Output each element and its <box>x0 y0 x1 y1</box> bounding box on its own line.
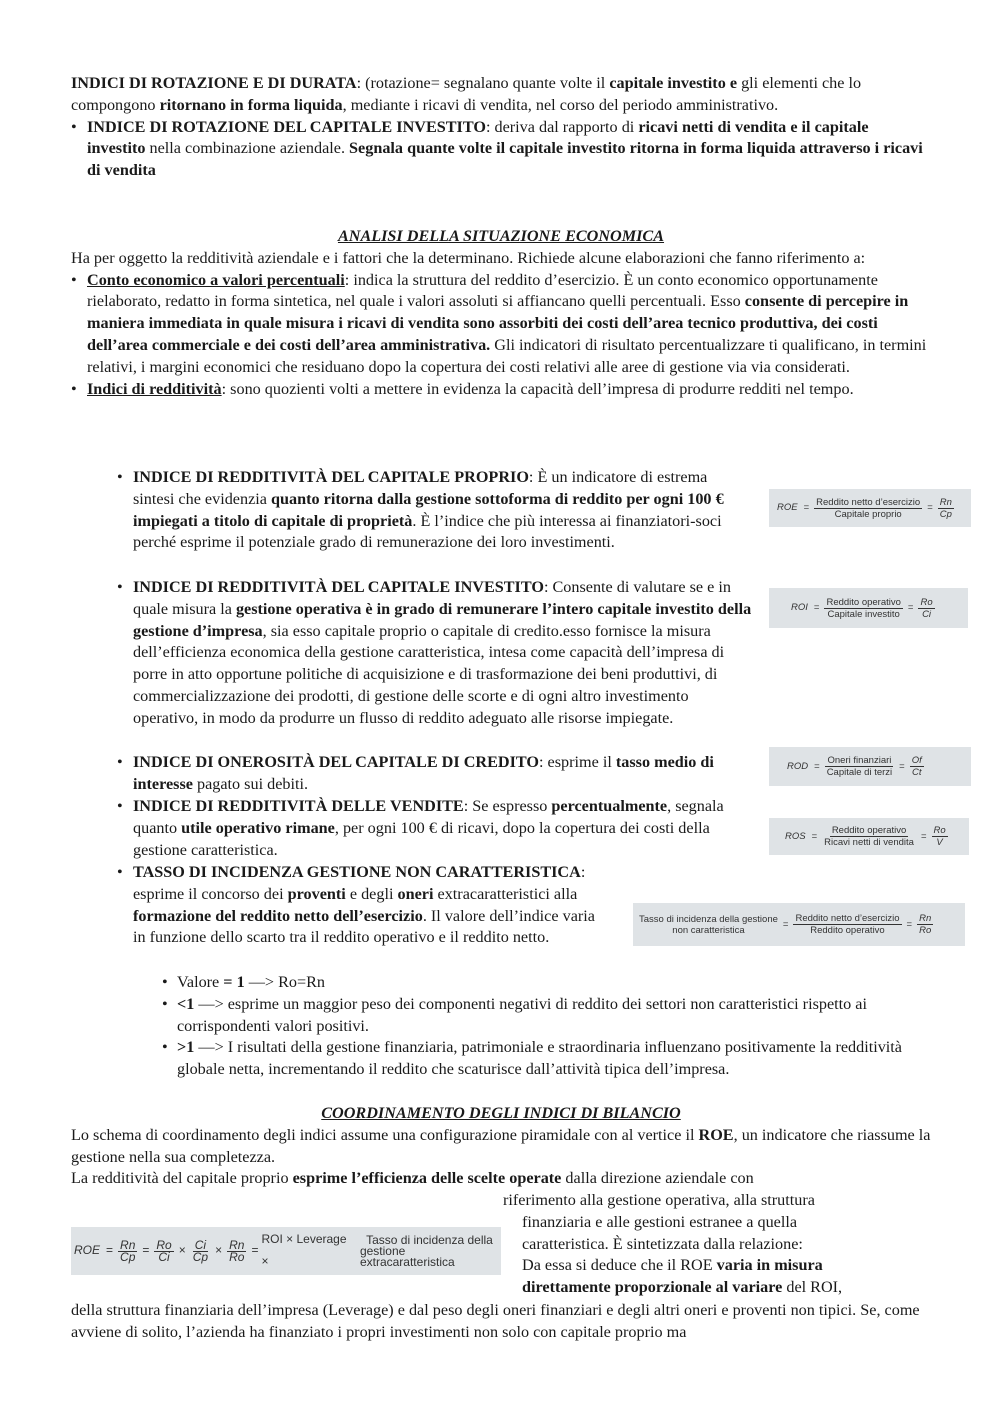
tig-value-eq: • Valore = 1 —> Ro=Rn <box>161 972 941 994</box>
rod-formula: ROD = $\frac{\text{Oneri finanziari}}{\text{Capitale di terzi}}$ = $\frac{Of}{Ct}$ <box>769 747 971 786</box>
ros-item: • INDICE DI REDDITIVITÀ DELLE VENDITE: Se espresso percentualmente, segnala quanto utile operativo rimane, per ogni 100 € di ricavi, dopo la copertura dei costi della gestione caratteristica. <box>117 796 737 861</box>
coord-section <box>71 1103 931 1190</box>
coord-p2: La redditività del capitale proprio esprime l’efficienza delle scelte operate dalla direzione aziendale con <box>71 1169 754 1188</box>
coord-p4: della struttura finanziaria dell’impresa (Leverage) e dal peso degli oneri finanziari e degli altri oneri e proventi non tipici. Se, come avviene di solito, l’azienda ha finanziato i propri investimenti non solo con capitale proprio ma <box>71 1301 920 1341</box>
economic-heading: ANALISI DELLA SITUAZIONE ECONOMICA <box>337 227 665 245</box>
tig-value-gt: • >1 —> I risultati della gestione finanziaria, patrimoniale e straordinaria influenzano positivamente la redditività globale netta, incrementando il reddito che scaturisce dall’attività tipica dell’impresa. <box>161 1037 941 1081</box>
coord-right-col: riferimento alla gestione operativa, alla struttura finanziaria e alle gestioni estranee a quella caratteristica. È sintetizzata dalla relazione: Da essa si deduce che il ROE varia in misura direttamente proporzionale al variare del ROI, <box>503 1191 843 1297</box>
ros-formula: ROS = $\frac{\text{Reddito operativo}}{\text{Ricavi netti di vendita}}$ = $\frac{Ro}{V}$ <box>769 818 969 855</box>
rod-item: • INDICE DI ONEROSITÀ DEL CAPITALE DI CREDITO: esprime il tasso medio di interesse pagato sui debiti. <box>117 752 737 796</box>
economic-intro: Ha per oggetto la redditività aziendale e i fattori che la determinano. Richiede alcune elaborazioni che fanno riferimento a: <box>71 248 866 267</box>
roe-chain-formula: ROE = $\frac{Rn}{Cp}$ = $\frac{Ro}{Ci}$ × $\frac{Ci}{Cp}$ × $\frac{Rn}{Ro}$ = ROI × Leverage × Tasso di incidenza della gestione extracaratteristica <box>71 1227 501 1275</box>
coord-heading: COORDINAMENTO DEGLI INDICI DI BILANCIO <box>321 1104 681 1122</box>
ir-bullet: • Indici di redditività: sono quozienti volti a mettere in evidenza la capacità dell’impresa di produrre redditi nel tempo. <box>71 379 931 401</box>
tig-formula: Tasso di incidenza della gestione non caratteristica = $\frac{\text{Reddito netto d’esercizio}}{\text{Reddito operativo}}$ = $\frac{Rn}{Ro}$ <box>633 903 965 946</box>
rotation-section <box>71 73 931 182</box>
roi-item: • INDICE DI REDDITIVITÀ DEL CAPITALE INVESTITO: Consente di valutare se e in quale misura la gestione operativa è in grado di remunerare l’intero capitale investito della gestione d’impresa, sia esso capitale proprio o capitale di credito.esso fornisce la misura dell’efficienza economica della gestione caratteristica, intesa come capacità dell’impresa di porre in atto opportune politiche di acquisizione e di trasformazione dei beni produttivi, di commercializzazione dei prodotti, di gestione delle scorte e di ogni altro investimento operativo, in modo da produrre un flusso di reddito adeguato alle risorse impiegate. <box>117 577 737 730</box>
tig-value-lt: • <1 —> esprime un maggior peso dei componenti negativi di reddito dei settori non caratteristici rispetto ai corrispondenti valori positivi. <box>161 994 941 1038</box>
ce-bullet: • Conto economico a valori percentuali: indica la struttura del reddito d’esercizio. È un conto economico opportunamente rielaborato, redatto in forma sintetica, nel quale i valori assoluti si affiancano quelli percentuali. Esso consente di percepire in maniera immediata in quale misura i ricavi di vendita sono assorbiti dei costi dell’area tecnico produttiva, dei costi dell’area commerciale e dei costi dell’area amministrativa. Gli indicatori di risultato percentualizzare ti qualificano, in termini relativi, i margini economici che residuano dopo la copertura dei costi relativi alle aree di gestione via via considerati. <box>71 270 931 379</box>
tig-values-list <box>161 972 941 1081</box>
roe-formula: ROE = $\frac{\text{Reddito netto d’esercizio}}{\text{Capitale proprio}}$ = $\frac{Rn}{Cp}$ <box>769 489 971 527</box>
roi-formula: ROI = $\frac{\text{Reddito operativo}}{\text{Capitale investito}}$ = $\frac{Ro}{Ci}$ <box>769 588 968 628</box>
economic-section <box>71 226 931 400</box>
tig-item: • TASSO DI INCIDENZA GESTIONE NON CARATTERISTICA: esprime il concorso dei proventi e degli oneri extracaratteristici alla formazione del reddito netto dell’esercizio. Il valore dell’indice varia in funzione dello scarto tra il reddito operativo e il reddito netto. <box>117 862 607 949</box>
rotation-intro: INDICI DI ROTAZIONE E DI DURATA: (rotazione= segnalano quante volte il capitale investito e gli elementi che lo compongono ritornano in forma liquida, mediante i ricavi di vendita, nel corso del periodo amministrativo. <box>71 74 862 114</box>
rotation-bullet: • INDICE DI ROTAZIONE DEL CAPITALE INVESTITO: deriva dal rapporto di ricavi netti di vendita e il capitale investito nella combinazione aziendale. Segnala quante volte il capitale investito ritorna in forma liquida attraverso i ricavi di vendita <box>71 117 931 182</box>
coord-p1: Lo schema di coordinamento degli indici assume una configurazione piramidale con al vertice il ROE, un indicatore che riassume la gestione nella sua completezza. <box>71 1125 931 1166</box>
roe-item: • INDICE DI REDDITIVITÀ DEL CAPITALE PROPRIO: È un indicatore di estrema sintesi che evidenzia quanto ritorna dalla gestione sottoforma di reddito per ogni 100 € impiegati a titolo di capitale di proprietà. È l’indice che più interessa ai finanziatori-soci perché esprime il potenziale grado di remunerazione dei loro investimenti. <box>117 467 737 554</box>
